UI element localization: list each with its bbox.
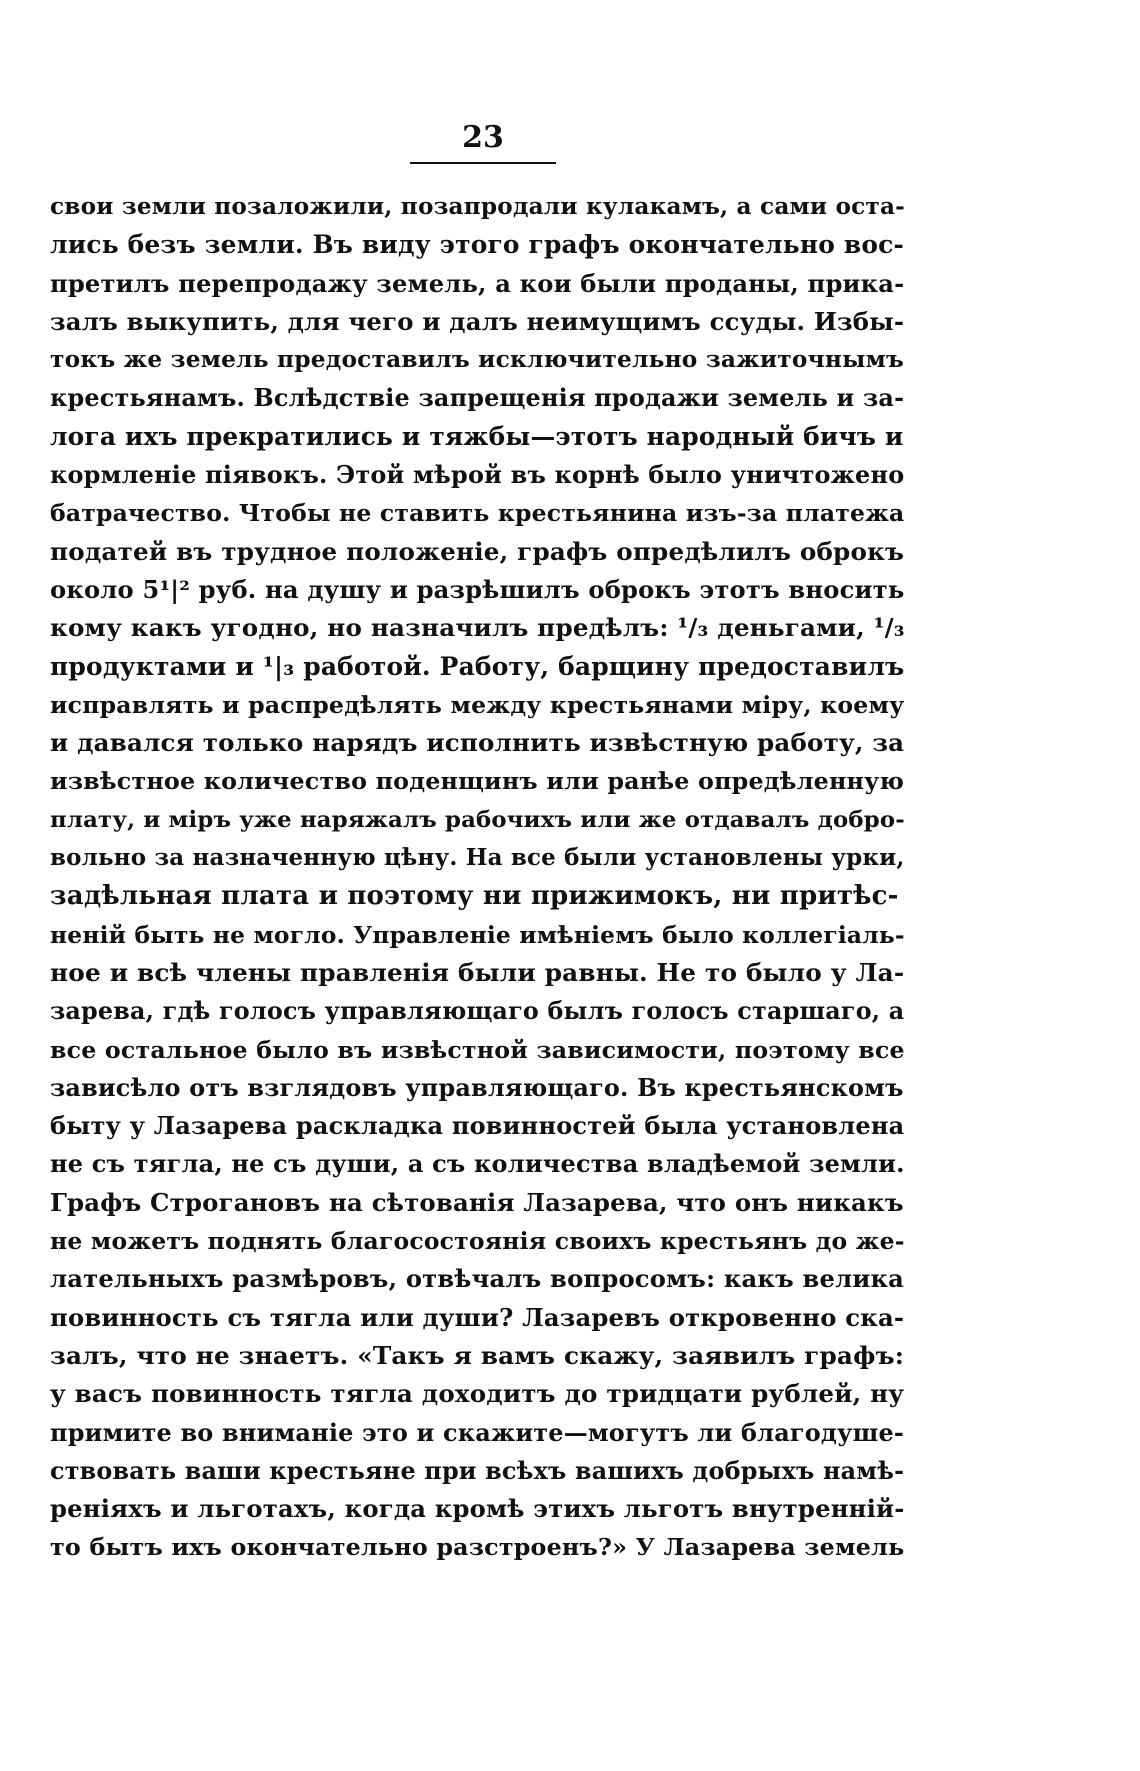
text-line: продуктами и ¹|₃ работой. Работу, барщину предоставилъ: [50, 651, 905, 681]
text-line: токъ же земель предоставилъ исключительно зажиточнымъ: [50, 346, 905, 374]
text-line: лога ихъ прекратились и тяжбы—этотъ народный бичъ и: [50, 421, 904, 451]
page-number-rule: [410, 162, 556, 164]
text-line: свои земли позаложили, позапродали кулакамъ, а сами оста-: [50, 193, 905, 220]
text-line: реніяхъ и льготахъ, когда кромѣ этихъ льготъ внутренній-: [50, 1494, 905, 1524]
body-text: [50, 188, 905, 1567]
text-line: у васъ повинность тягла доходитъ до тридцати рублей, ну: [50, 1379, 905, 1409]
text-line: ствовать ваши крестьяне при всѣхъ вашихъ добрыхъ намѣ-: [50, 1456, 905, 1485]
text-line: примите во вниманіе это и скажите—могутъ ли благодуше-: [50, 1418, 905, 1447]
text-line: кормленіе піявокъ. Этой мѣрой въ корнѣ было уничтожено: [50, 461, 905, 490]
text-line: зарева, гдѣ голосъ управляющаго былъ голосъ старшаго, а: [50, 997, 905, 1026]
text-line: не съ тягла, не съ души, а съ количества владѣемой земли.: [50, 1149, 905, 1179]
text-line: исправлять и распредѣлять между крестьянами міру, коему: [50, 690, 905, 719]
text-line: все остальное было въ извѣстной зависимости, поэтому все: [50, 1035, 905, 1064]
text-line: кому какъ угодно, но назначилъ предѣлъ: ¹/₃ деньгами, ¹/₃: [50, 613, 905, 643]
text-line: то бытъ ихъ окончательно разстроенъ?» У Лазарева земель: [50, 1533, 905, 1562]
text-line: ное и всѣ члены правленія были равны. Не то было у Ла-: [50, 957, 905, 987]
text-line: лательныхъ размѣровъ, отвѣчалъ вопросомъ: какъ велика: [50, 1264, 905, 1294]
text-line: претилъ перепродажу земель, а кои были проданы, прика-: [50, 268, 905, 298]
text-line: залъ, что не знаетъ. «Такъ я вамъ скажу, заявилъ графъ:: [50, 1340, 905, 1370]
text-line: не можетъ поднять благосостоянія своихъ крестьянъ до же-: [50, 1227, 905, 1256]
text-line: вольно за назначенную цѣну. На все были установлены урки,: [50, 844, 905, 872]
text-line: зависѣло отъ взглядовъ управляющаго. Въ крестьянскомъ: [50, 1073, 904, 1102]
text-line: и давался только нарядъ исполнить извѣстную работу, за: [50, 728, 905, 758]
text-line: батрачество. Чтобы не ставить крестьянина изъ-за платежа: [50, 499, 905, 528]
text-line: повинность съ тягла или души? Лазаревъ откровенно ска-: [50, 1302, 905, 1332]
text-line: задѣльная плата и поэтому ни прижимокъ, ни притѣс-: [50, 881, 899, 912]
text-line: лись безъ земли. Въ виду этого графъ окончательно вос-: [50, 230, 904, 260]
text-line: около 5¹|² руб. на душу и разрѣшилъ оброкъ этотъ вносить: [50, 574, 905, 604]
text-line: Графъ Строгановъ на сѣтованія Лазарева, что онъ никакъ: [50, 1187, 904, 1217]
text-line: плату, и міръ уже наряжалъ рабочихъ или же отдавалъ добро-: [50, 806, 905, 833]
text-line: залъ выкупить, для чего и далъ неимущимъ ссуды. Избы-: [50, 306, 905, 336]
text-line: податей въ трудное положеніе, графъ опредѣлилъ оброкъ: [50, 536, 905, 566]
text-line: быту у Лазарева раскладка повинностей была установлена: [50, 1111, 905, 1141]
text-line: крестьянамъ. Вслѣдствіе запрещенія продажи земель и за-: [50, 384, 905, 413]
text-line: неній быть не могло. Управленіе имѣніемъ было коллегіаль-: [50, 920, 905, 949]
text-line: извѣстное количество поденщинъ или ранѣе опредѣленную: [50, 767, 905, 796]
page-number: 23: [462, 120, 504, 155]
